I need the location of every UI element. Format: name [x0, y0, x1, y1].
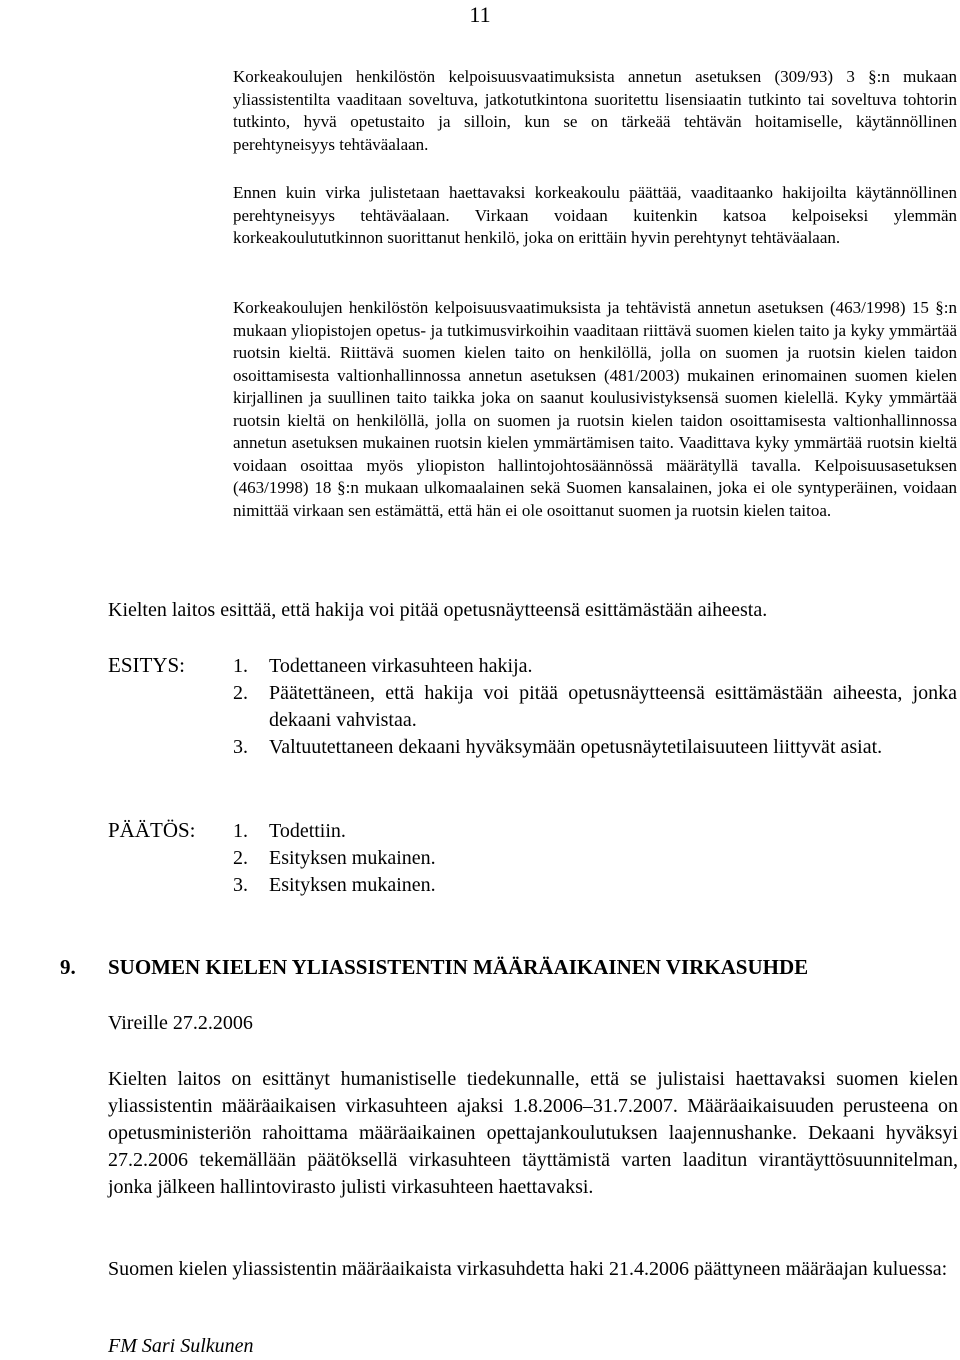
item-text: Valtuutettaneen dekaani hyväksymään opetusnäytetilaisuuteen liittyvät asiat. [269, 736, 883, 758]
paragraph-section-description: Kielten laitos on esittänyt humanistiselle tiedekunnalle, että se julistaisi haettavaksi suomen kielen yliassistentin määräaikaisen virkasuhteen ajaksi 1.8.2006–31.7.2007. Määräaikaisuuden perusteena on opetusministeriön rahoittama määräaikainen opettajankoulutuksen laajennushanke. Dekaani hyväksyi 27.2.2006 tekemällään päätöksellä virkasuhteen täyttämistä varten laaditun virantäyttösuunnitelman, jonka jälkeen hallintovirasto julisti virkasuhteen haettavaksi. [108, 1068, 958, 1198]
section-title: SUOMEN KIELEN YLIASSISTENTIN MÄÄRÄAIKAINEN VIRKASUHDE [108, 955, 809, 979]
item-number: 3. [233, 736, 248, 758]
list-item [233, 680, 957, 734]
paragraph-language-requirements: Korkeakoulujen henkilöstön kelpoisuusvaatimuksista ja tehtävistä annetun asetuksen (463/1998) 15 §:n mukaan yliopistojen opetus- ja tutkimusvirkoihin vaaditaan riittävä suomen kielen taito ja kyky ymmärtää ruotsin kieltä. Riittävä suomen kielen taito on henkilöllä, jolla on suomen ja ruotsin kielen taidon osoittamisesta valtionhallinnossa annetun asetuksen (481/2003) mukainen erinomainen suomen kielen kirjallinen ja suullinen taito taikka joka on saanut koulusivistyksensä suomen kielellä. Kyky ymmärtää ruotsin kieltä on henkilöllä, jolla on suomen ja ruotsin kielen taidon osoittamisesta valtionhallinnossa annetun asetuksen mukainen ruotsin kielen ymmärtämisen taito. Vaadittava kyky ymmärtää ruotsin kieltä voidaan osoittaa myös yliopiston hallintojohtosäännössä määrätyllä tavalla. Kelpoisuusasetuksen (463/1998) 18 §:n mukaan ulkomaalainen sekä Suomen kansalainen, joka ei ole syntyperäinen, voidaan nimittää virkaan sen estämättä, että hän ei ole osoittanut suomen ja ruotsin kielen taitoa. [233, 298, 957, 520]
list-item [233, 653, 957, 680]
section-heading [60, 955, 960, 980]
item-number: 3. [233, 874, 248, 896]
list-item [233, 734, 957, 761]
esitys-label: ESITYS: [108, 653, 186, 677]
item-text: Todettiin. [269, 820, 346, 842]
paragraph-practical-experience: Ennen kuin virka julistetaan haettavaksi korkeakoulu päättää, vaaditaanko hakijoilta käytännöllinen perehtyneisyys tehtäväalaan. Virkaan voidaan kuitenkin katsoa kelpoiseksi ylemmän korkeakoulututkinnon suorittanut henkilö, joka on erittäin hyvin perehtynyt tehtäväalaan. [233, 183, 957, 247]
list-item [233, 845, 733, 872]
applicant-name: FM Sari Sulkunen [108, 1335, 254, 1357]
item-text: Esityksen mukainen. [269, 874, 436, 896]
item-text: Päätettäneen, että hakija voi pitää opetusnäytteensä esittämästään aiheesta, jonka dekaani vahvistaa. [269, 682, 957, 731]
paragraph-teaching-demo-proposal: Kielten laitos esittää, että hakija voi pitää opetusnäytteensä esittämästään aiheesta. [108, 599, 768, 621]
list-item [233, 872, 733, 899]
item-number: 2. [233, 847, 248, 869]
paragraph-applicants-intro: Suomen kielen yliassistentin määräaikaista virkasuhdetta haki 21.4.2006 päättyneen määräajan kuluessa: [108, 1258, 948, 1280]
section-number: 9. [60, 955, 76, 979]
item-text: Todettaneen virkasuhteen hakija. [269, 655, 533, 677]
page-number: 11 [469, 2, 491, 27]
item-text: Esityksen mukainen. [269, 847, 436, 869]
paragraph-qualification-requirements: Korkeakoulujen henkilöstön kelpoisuusvaatimuksista annetun asetuksen (309/93) 3 §:n mukaan yliassistentilta vaaditaan soveltuva, jatkotutkintona suoritettu lisensiaatin tutkinto tai soveltuva tohtorin tutkinto, hyvä opetustaito ja silloin, kun se on tärkeää tehtävän hoitamiselle, käytännöllinen perehtyneisyys tehtäväalaan. [233, 67, 957, 154]
paatos-list [233, 818, 733, 899]
esitys-list [233, 653, 957, 761]
list-item [233, 818, 733, 845]
item-number: 1. [233, 655, 248, 677]
item-number: 2. [233, 682, 248, 704]
vireille-date: Vireille 27.2.2006 [108, 1012, 253, 1034]
paatos-label: PÄÄTÖS: [108, 818, 196, 842]
item-number: 1. [233, 820, 248, 842]
